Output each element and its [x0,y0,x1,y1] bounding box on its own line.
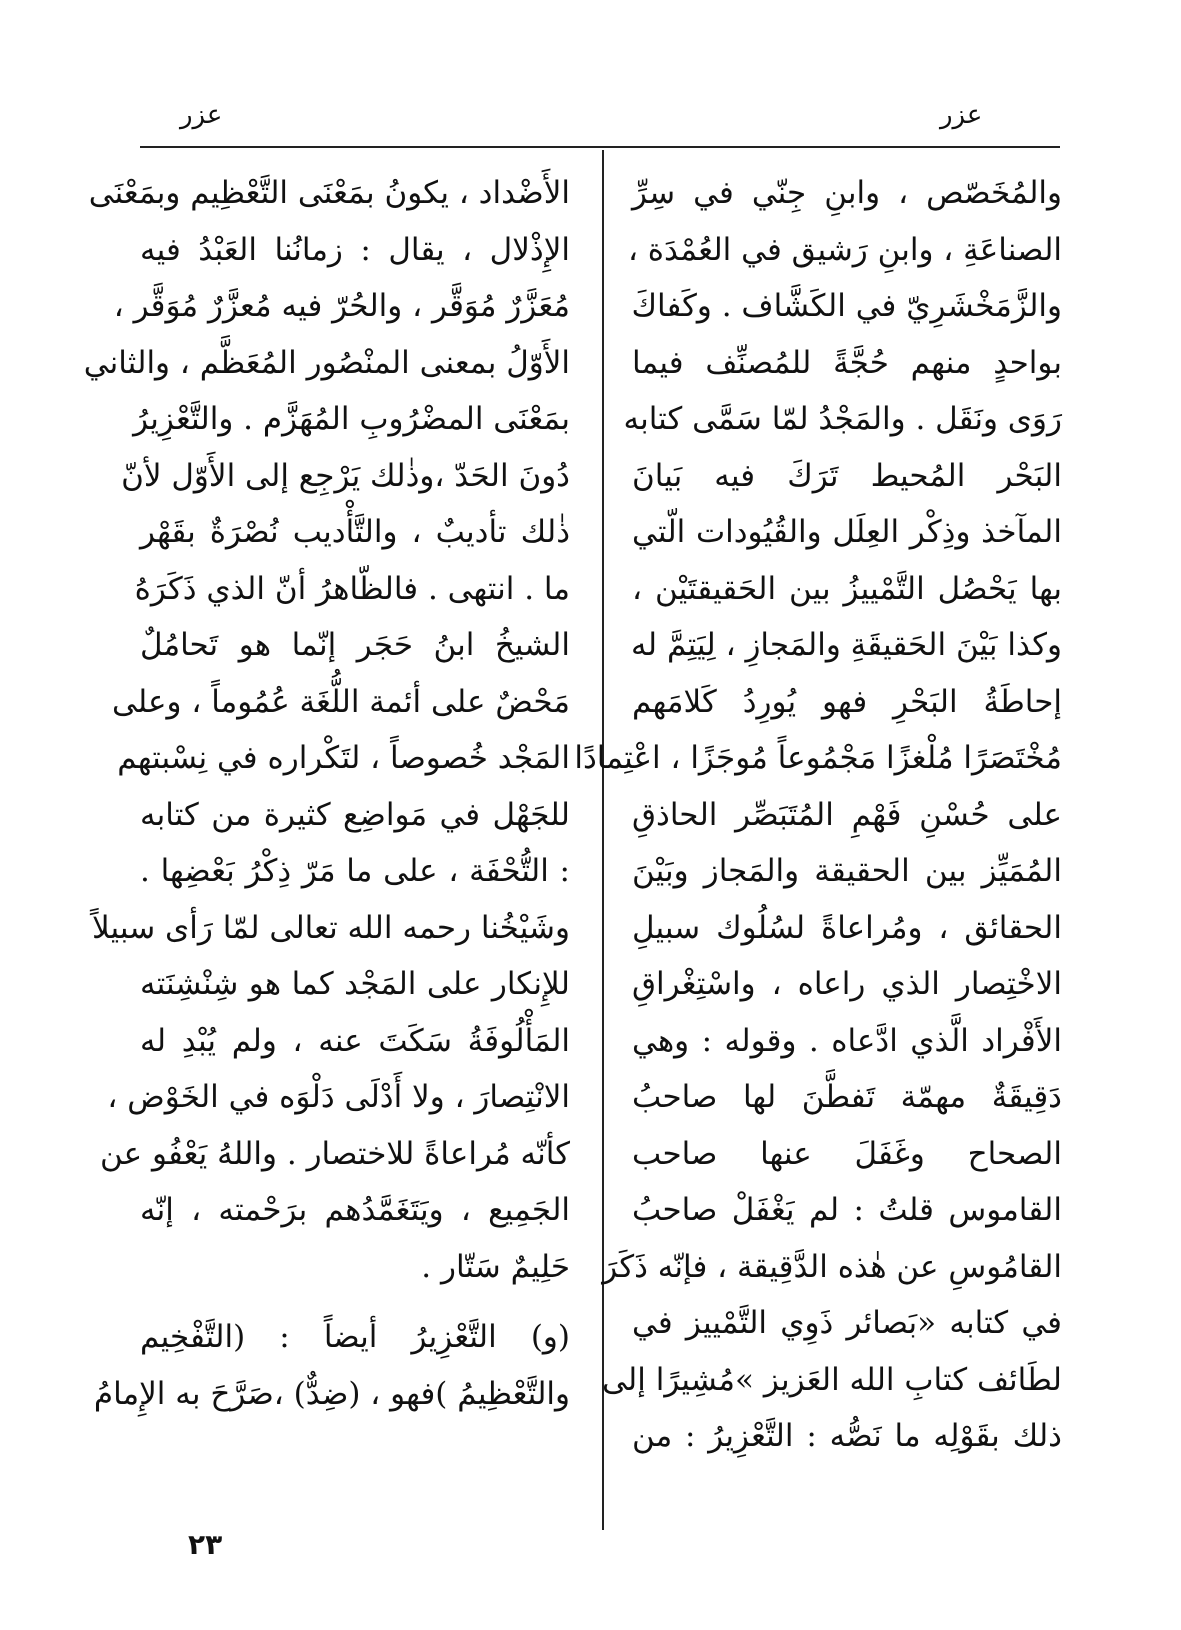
text-line: المآخذ وذِكْر العِلَل والقُيُودات الّتي [632,514,1062,550]
text-line: الشيخُ ابنُ حَجَر إنّما هو تَحامُلٌ [140,627,570,663]
text-line: لطَائف كتابِ الله العَزيز »مُشِيرًا إلى [601,1361,1062,1398]
text-line: : التُّحْفَة ، على ما مَرّ ذِكْرُ بَعْضِها . [140,853,570,889]
right-column [574,165,1062,1465]
text-line: المُمَيِّز بين الحقيقة والمَجاز وبَيْنَ [632,853,1062,889]
left-column [83,165,570,1422]
paragraph-gap [140,1295,570,1309]
text-line: الاخْتِصار الذي راعاه ، واسْتِغْراقِ [632,966,1062,1002]
text-line: إحاطَةُ البَحْرِ فهو يُورِدُ كَلامَهم [632,683,1062,720]
text-line: ذٰلك تأديبٌ ، والتَّأْديب نُصْرَةٌ بقَهْر [140,514,570,550]
header-word-right: عزر [940,100,983,130]
text-line: مَحْضٌ على أئمة اللُّغَة عُمُوماً ، وعلى [111,683,570,720]
text-line: الأَوّلُ بمعنى المنْصُور المُعَظَّم ، والثاني [83,344,570,381]
text-line: البَحْر المُحيط تَرَكَ فيه بَيانَ [632,457,1062,494]
text-line: على حُسْنِ فَهْمِ المُتَبَصِّر الحاذقِ [632,796,1062,833]
text-line: والمُخَصّص ، وابنِ جِنّي في سِرِّ [632,175,1062,211]
text-line: الصحاح وغَفَلَ عنها صاحب [632,1135,1062,1172]
header-word-left: عزر [180,100,223,130]
text-line: دُونَ الحَدّ ،وذٰلك يَرْجِع إلى الأَوّل لأنّ [121,457,570,494]
text-line: المَأْلُوفَةُ سَكَتَ عنه ، ولم يُبْدِ له [140,1022,570,1059]
text-line: القاموس قلتُ : لم يَغْفَلْ صاحبُ [632,1192,1062,1228]
text-line: كأنّه مُراعاةً للاختصار . واللهُ يَعْفُو عن [100,1135,570,1172]
text-line: المَجْد خُصوصاً ، لتَكْراره في نِسْبتهم [117,740,570,776]
text-line: حَلِيمٌ سَتّار . [421,1248,570,1285]
text-line: الإِذْلال ، يقال : زمانُنا العَبْدُ فيه [140,231,570,268]
text-line: الانْتِصارَ ، ولا أَدْلَى دَلْوَه في الخَوْض ، [107,1079,570,1115]
text-line: القامُوسِ عن هٰذه الدَّقِيقة ، فإنّه ذَكَرَ [602,1248,1062,1285]
text-line: الأَضْداد ، يكونُ بمَعْنَى التَّعْظِيم وبمَعْنَى [88,175,570,211]
text-line: مُخْتَصَرًا مُلْغزًا مَجْمُوعاً مُوجَزًا ، اعْتِمادًا [574,740,1062,776]
text-line: والزَّمَخْشَرِيّ في الكَشَّاف . وكَفاكَ [631,288,1062,324]
text-line: وشَيْخُنا رحمه الله تعالى لمّا رَأى سبيلاً [91,909,570,946]
text-line: الجَمِيع ، ويَتَغَمَّدُهم برَحْمته ، إنّه [140,1192,570,1228]
page-number: ٢٣ [188,1528,223,1561]
column-divider [602,150,604,1530]
text-line: دَقِيقَةٌ مهمّة تَفطَّنَ لها صاحبُ [632,1079,1062,1115]
text-line: الحقائق ، ومُراعاةً لسُلُوك سبيلِ [632,909,1062,946]
text-line: رَوَى ونَقَل . والمَجْدُ لمّا سَمَّى كتابه [623,401,1062,437]
text-line: الأَفْراد الَّذي ادَّعاه . وقوله : وهي [632,1022,1062,1059]
text-line: والتَّعْظِيمُ )فهو ، (ضِدٌّ) ،صَرَّحَ به الإِمامُ [93,1375,570,1412]
text-line: وكذا بَيْنَ الحَقيقَةِ والمَجازِ ، لِيَتِمَّ له [631,627,1062,663]
header-rule [140,146,1060,148]
text-line: مُعَزَّرٌ مُوَقَّر ، والحُرّ فيه مُعزَّرٌ مُوَقَّر ، [113,288,570,324]
text-line: الصناعَةِ ، وابنِ رَشيق في العُمْدَة ، [627,231,1062,268]
text-line: ما . انتهى . فالظّاهرُ أنّ الذي ذَكَرَهُ [134,570,570,607]
text-line: للجَهْل في مَواضِع كثيرة من كتابه [140,796,570,833]
text-line: للإِنكار على المَجْد كما هو شِنْشِنَته [140,966,570,1002]
text-line: بواحدٍ منهم حُجَّةً للمُصنِّف فيما [632,344,1062,381]
text-line: في كتابه «بَصائر ذَوِي التَّمْييز في [632,1305,1062,1341]
text-line: (و) التَّعْزِيرُ أيضاً : (التَّفْخِيم [140,1319,570,1355]
text-line: بمَعْنَى المضْرُوبِ المُهَزَّم . والتَّعْزِيرُ [133,401,570,437]
text-line: ذلك بقَوْلِه ما نَصُّه : التَّعْزِيرُ : من [632,1418,1062,1454]
text-line: بها يَحْصُل التَّمْييزُ بين الحَقيقتَيْن ، [632,570,1062,607]
